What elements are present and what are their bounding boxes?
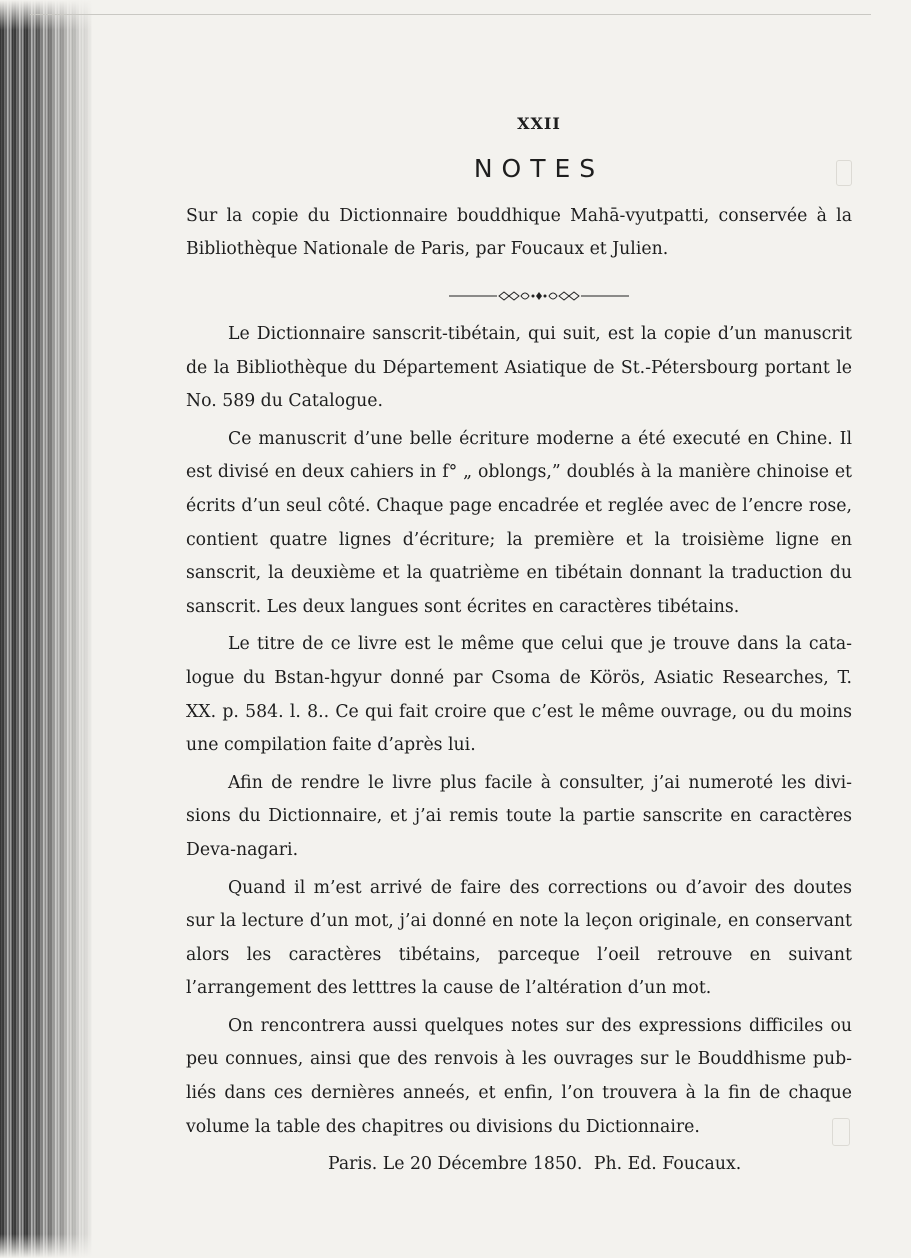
signature-line xyxy=(186,1148,852,1182)
paragraph: Quand il m’est arrivé de faire des corrections ou d’avoir des doutes sur la lecture d’un mot, j’ai donné en note la leçon originale, en conservant alors les caractères tibétains, parceque l’oeil retrouve en suivant l’arrangement des letttres la cause de l’altération d’un mot. xyxy=(186,877,852,999)
page-number: XXII xyxy=(517,114,561,133)
subtitle: Sur la copie du Dictionnaire bouddhique Mahā-vyutpatti, conservée à la Bibliothèque Nationale de Paris, par Foucaux et Julien. xyxy=(186,206,852,259)
signature-author: Ph. Ed. Foucaux. xyxy=(593,1154,742,1175)
book-binding xyxy=(0,0,92,1258)
divider-ornament-icon xyxy=(226,280,852,310)
paragraph: Le titre de ce livre est le même que celui que je trouve dans la catalogue du Bstan-hgyur donné par Csoma de Körös, Asiatic Researches, T. XX. p. 584. l. 8.. Ce qui fait croire que c’est le même ouvrage, ou du moins une compilation faite d’après lui. xyxy=(186,634,852,756)
paragraph: Ce manuscrit d’une belle écriture moderne a été executé en Chine. Il est divisé en deux cahiers in f° „ oblongs,” doublés à la manière chinoise et écrits d’un seul côté. Chaque page encadrée et reglée avec de l’encre rose, contient quatre lignes d’écriture; la première et la troisième ligne en sanscrit, la deuxième et la quatrième en tibétain donnant la traduction du sanscrit. Les deux langues sont écrites en caractères tibétains. xyxy=(186,428,852,617)
page-title: NOTES xyxy=(473,154,605,183)
paragraph: Le Dictionnaire sanscrit-tibétain, qui suit, est la copie d’un manuscrit de la Bibliothèque du Département Asiatique de St.-Pétersbourg portant le No. 589 du Catalogue. xyxy=(186,324,852,412)
binding-fade-top xyxy=(0,0,92,30)
signature-place-date: Paris. Le 20 Décembre 1850. xyxy=(328,1154,583,1175)
page-edge-line xyxy=(30,14,871,15)
paragraph: Afin de rendre le livre plus facile à consulter, j’ai numeroté les divisions du Dictionnaire, et j’ai remis toute la partie sanscrite en caractères Deva-nagari. xyxy=(186,772,852,860)
body-text xyxy=(186,318,852,1144)
paragraph: On rencontrera aussi quelques notes sur des expressions difficiles ou peu connues, ainsi que des renvois à les ouvrages sur le Bouddhisme publiés dans ces dernières anneés, et enfin, l’on trouvera à la fin de chaque volume la table des chapitres ou divisions du Dictionnaire. xyxy=(186,1015,852,1137)
ornament-svg xyxy=(449,289,629,303)
binding-fade-bottom xyxy=(0,1234,92,1258)
page-content xyxy=(186,108,852,1182)
